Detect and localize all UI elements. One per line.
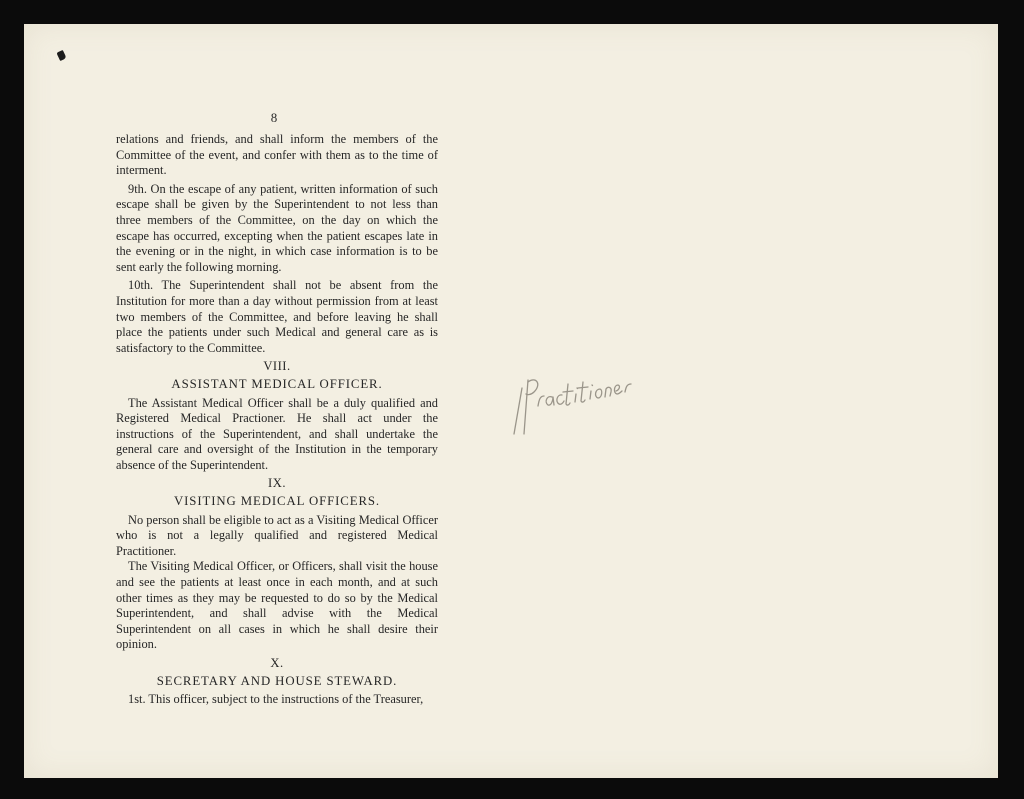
section-number-viii: VIII.: [263, 359, 291, 374]
section-title-secretary-house-steward: SECRETARY AND HOUSE STEWARD.: [156, 673, 398, 688]
paragraph-1st-officer: 1st. This officer, subject to the instructions of the Treasurer,: [128, 692, 424, 707]
paragraph-visits: The Visiting Medical Officer, or Officers, shall visit the house and see the patients at least once in each month, and at such other times as they may be requested to do so by the Medical Superintendent, and shall advise with the Medical Superintendent on all cases in which he shall desire their opinion.: [116, 559, 438, 652]
section-number-x: X.: [270, 656, 284, 670]
section-title-assistant-medical-officer: ASSISTANT MEDICAL OFFICER.: [171, 376, 383, 391]
paragraph-eligibility: No person shall be eligible to act as a Visiting Medical Officer who is not a legally qualified and registered Medical Practitioner.: [116, 512, 438, 558]
page-number: 8: [270, 110, 278, 125]
section-number-ix: IX.: [268, 476, 286, 491]
paragraph-relations: relations and friends, and shall inform the members of the Committee of the event, and confer with them as to the time of interment.: [116, 132, 438, 178]
pencil-signature-icon: [504, 366, 684, 466]
paragraph-assistant-medical-officer: The Assistant Medical Officer shall be a duly qualified and Registered Medical Practioner. He shall act under the instructions of the Superintendent, and shall undertake the general care and oversight of the Institution in the temporary absence of the Superintendent.: [116, 395, 438, 472]
document-page: [24, 24, 998, 778]
paragraph-9th: 9th. On the escape of any patient, written information of such escape shall be given by the Superintendent to not less than three members of the Committee, on the day on which the escape has occurred, excepting when the patient escapes late in the evening or in the night, in which case information is to be sent early the following morning.: [116, 181, 438, 274]
section-title-visiting-medical-officers: VISITING MEDICAL OFFICERS.: [174, 494, 380, 509]
handwritten-annotation: [504, 366, 684, 466]
ink-blot: [56, 50, 66, 61]
body-text: [116, 132, 438, 708]
paragraph-10th: 10th. The Superintendent shall not be absent from the Institution for more than a day without permission from at least two members of the Committee, and before leaving he shall place the patients under such Medical and general care as is satisfactory to the Committee.: [116, 278, 438, 355]
